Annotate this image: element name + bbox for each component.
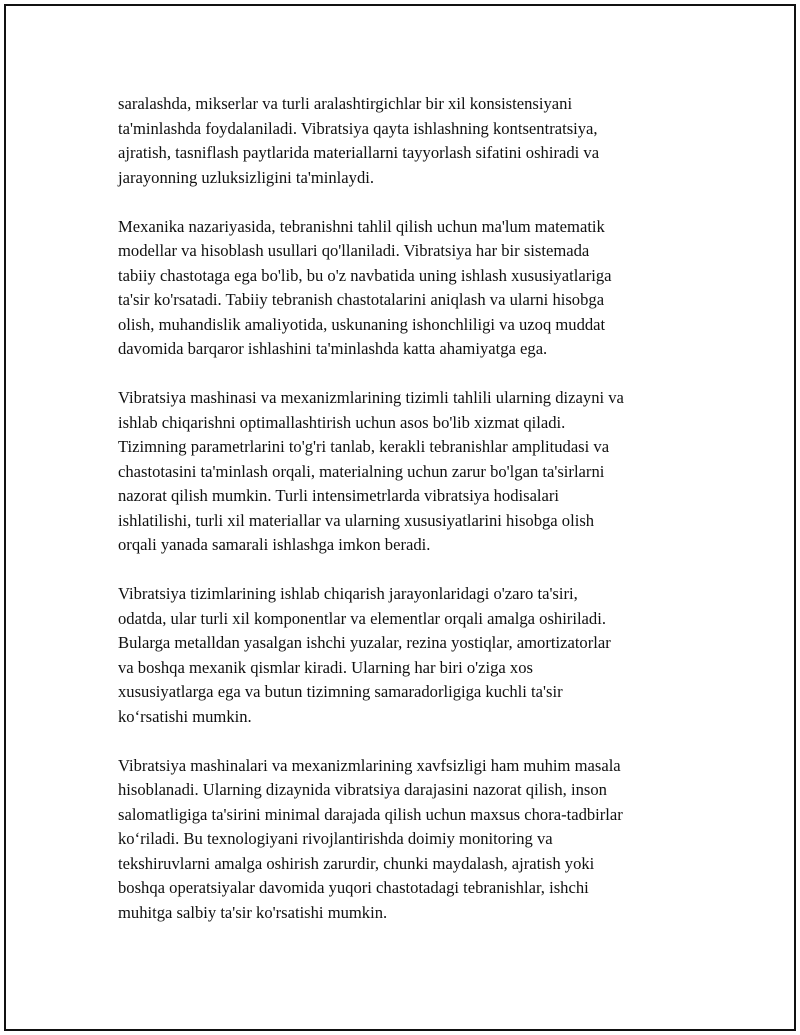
text-line: Mexanika nazariyasida, tebranishni tahlil qilish uchun ma'lum matematik (118, 216, 605, 236)
text-line: ko‘riladi. Bu texnologiyani rivojlantirishda doimiy monitoring va (118, 829, 553, 848)
text-line: chastotasini ta'minlash orqali, materialning uchun zarur bo'lgan ta'sirlarni (118, 461, 605, 481)
text-line: hisoblanadi. Ularning dizaynida vibratsiya darajasini nazorat qilish, inson (118, 780, 607, 799)
text-line: nazorat qilish mumkin. Turli intensimetrlarda vibratsiya hodisalari (118, 486, 560, 505)
text-line: modellar va hisoblash usullari qo'llaniladi. Vibratsiya har bir sistemada (118, 241, 590, 260)
text-line: ta'minlashda foydalaniladi. Vibratsiya qayta ishlashning kontsentratsiya, (118, 118, 598, 138)
text-line: orqali yanada samarali ishlashga imkon beradi. (118, 535, 431, 554)
text-line: va boshqa mexanik qismlar kiradi. Ularning har biri o'ziga xos (118, 657, 533, 677)
text-line: Tizimning parametrlarini to'g'ri tanlab, kerakli tebranishlar amplitudasi va (118, 437, 610, 456)
text-line: jarayonning uzluksizligini ta'minlaydi. (118, 167, 374, 187)
text-line: boshqa operatsiyalar davomida yuqori chastotadagi tebranishlar, ishchi (118, 878, 589, 897)
text-line: muhitga salbiy ta'sir ko'rsatishi mumkin. (118, 902, 388, 922)
text-line: salomatligiga ta'sirini minimal darajada qilish uchun maxsus chora-tadbirlar (118, 804, 623, 824)
text-line: ta'sir ko'rsatadi. Tabiiy tebranish chastotalarini aniqlash va ularni hisobga (118, 290, 605, 309)
text-line: saralashda, mikserlar va turli aralashtirgichlar bir xil konsistensiyani (118, 94, 573, 113)
text-line: ajratish, tasniflash paytlarida materiallarni tayyorlash sifatini oshiradi va (118, 143, 600, 162)
paragraph-2 (118, 215, 688, 362)
text-line: ishlab chiqarishni optimallashtirish uchun asos bo'lib xizmat qiladi. (118, 412, 566, 432)
paragraph-4 (118, 582, 688, 729)
text-line: odatda, ular turli xil komponentlar va elementlar orqali amalga oshiriladi. (118, 608, 606, 628)
text-line: tabiiy chastotaga ega bo'lib, bu o'z navbatida uning ishlash xususiyatlariga (118, 265, 612, 285)
text-line: ko‘rsatishi mumkin. (118, 706, 252, 726)
paragraph-5 (118, 754, 688, 926)
text-line: ishlatilishi, turli xil materiallar va ularning xususiyatlarini hisobga olish (118, 510, 595, 530)
text-line: Vibratsiya mashinalari va mexanizmlarining xavfsizligi ham muhim masala (118, 755, 621, 775)
text-line: olish, muhandislik amaliyotida, uskunaning ishonchliligi va uzoq muddat (118, 314, 606, 334)
paragraph-3 (118, 386, 688, 558)
text-line: Vibratsiya mashinasi va mexanizmlarining tizimli tahlili ularning dizayni va (118, 388, 624, 407)
text-line: Vibratsiya tizimlarining ishlab chiqarish jarayonlaridagi o'zaro ta'siri, (118, 584, 578, 603)
text-line: Bularga metalldan yasalgan ishchi yuzalar, rezina yostiqlar, amortizatorlar (118, 633, 611, 652)
text-line: davomida barqaror ishlashini ta'minlashda katta ahamiyatga ega. (118, 339, 548, 358)
text-line: tekshiruvlarni amalga oshirish zarurdir, chunki maydalash, ajratish yoki (118, 853, 595, 873)
paragraph-1 (118, 92, 688, 190)
text-line: xususiyatlarga ega va butun tizimning samaradorligiga kuchli ta'sir (118, 682, 563, 701)
document-body (118, 92, 688, 950)
